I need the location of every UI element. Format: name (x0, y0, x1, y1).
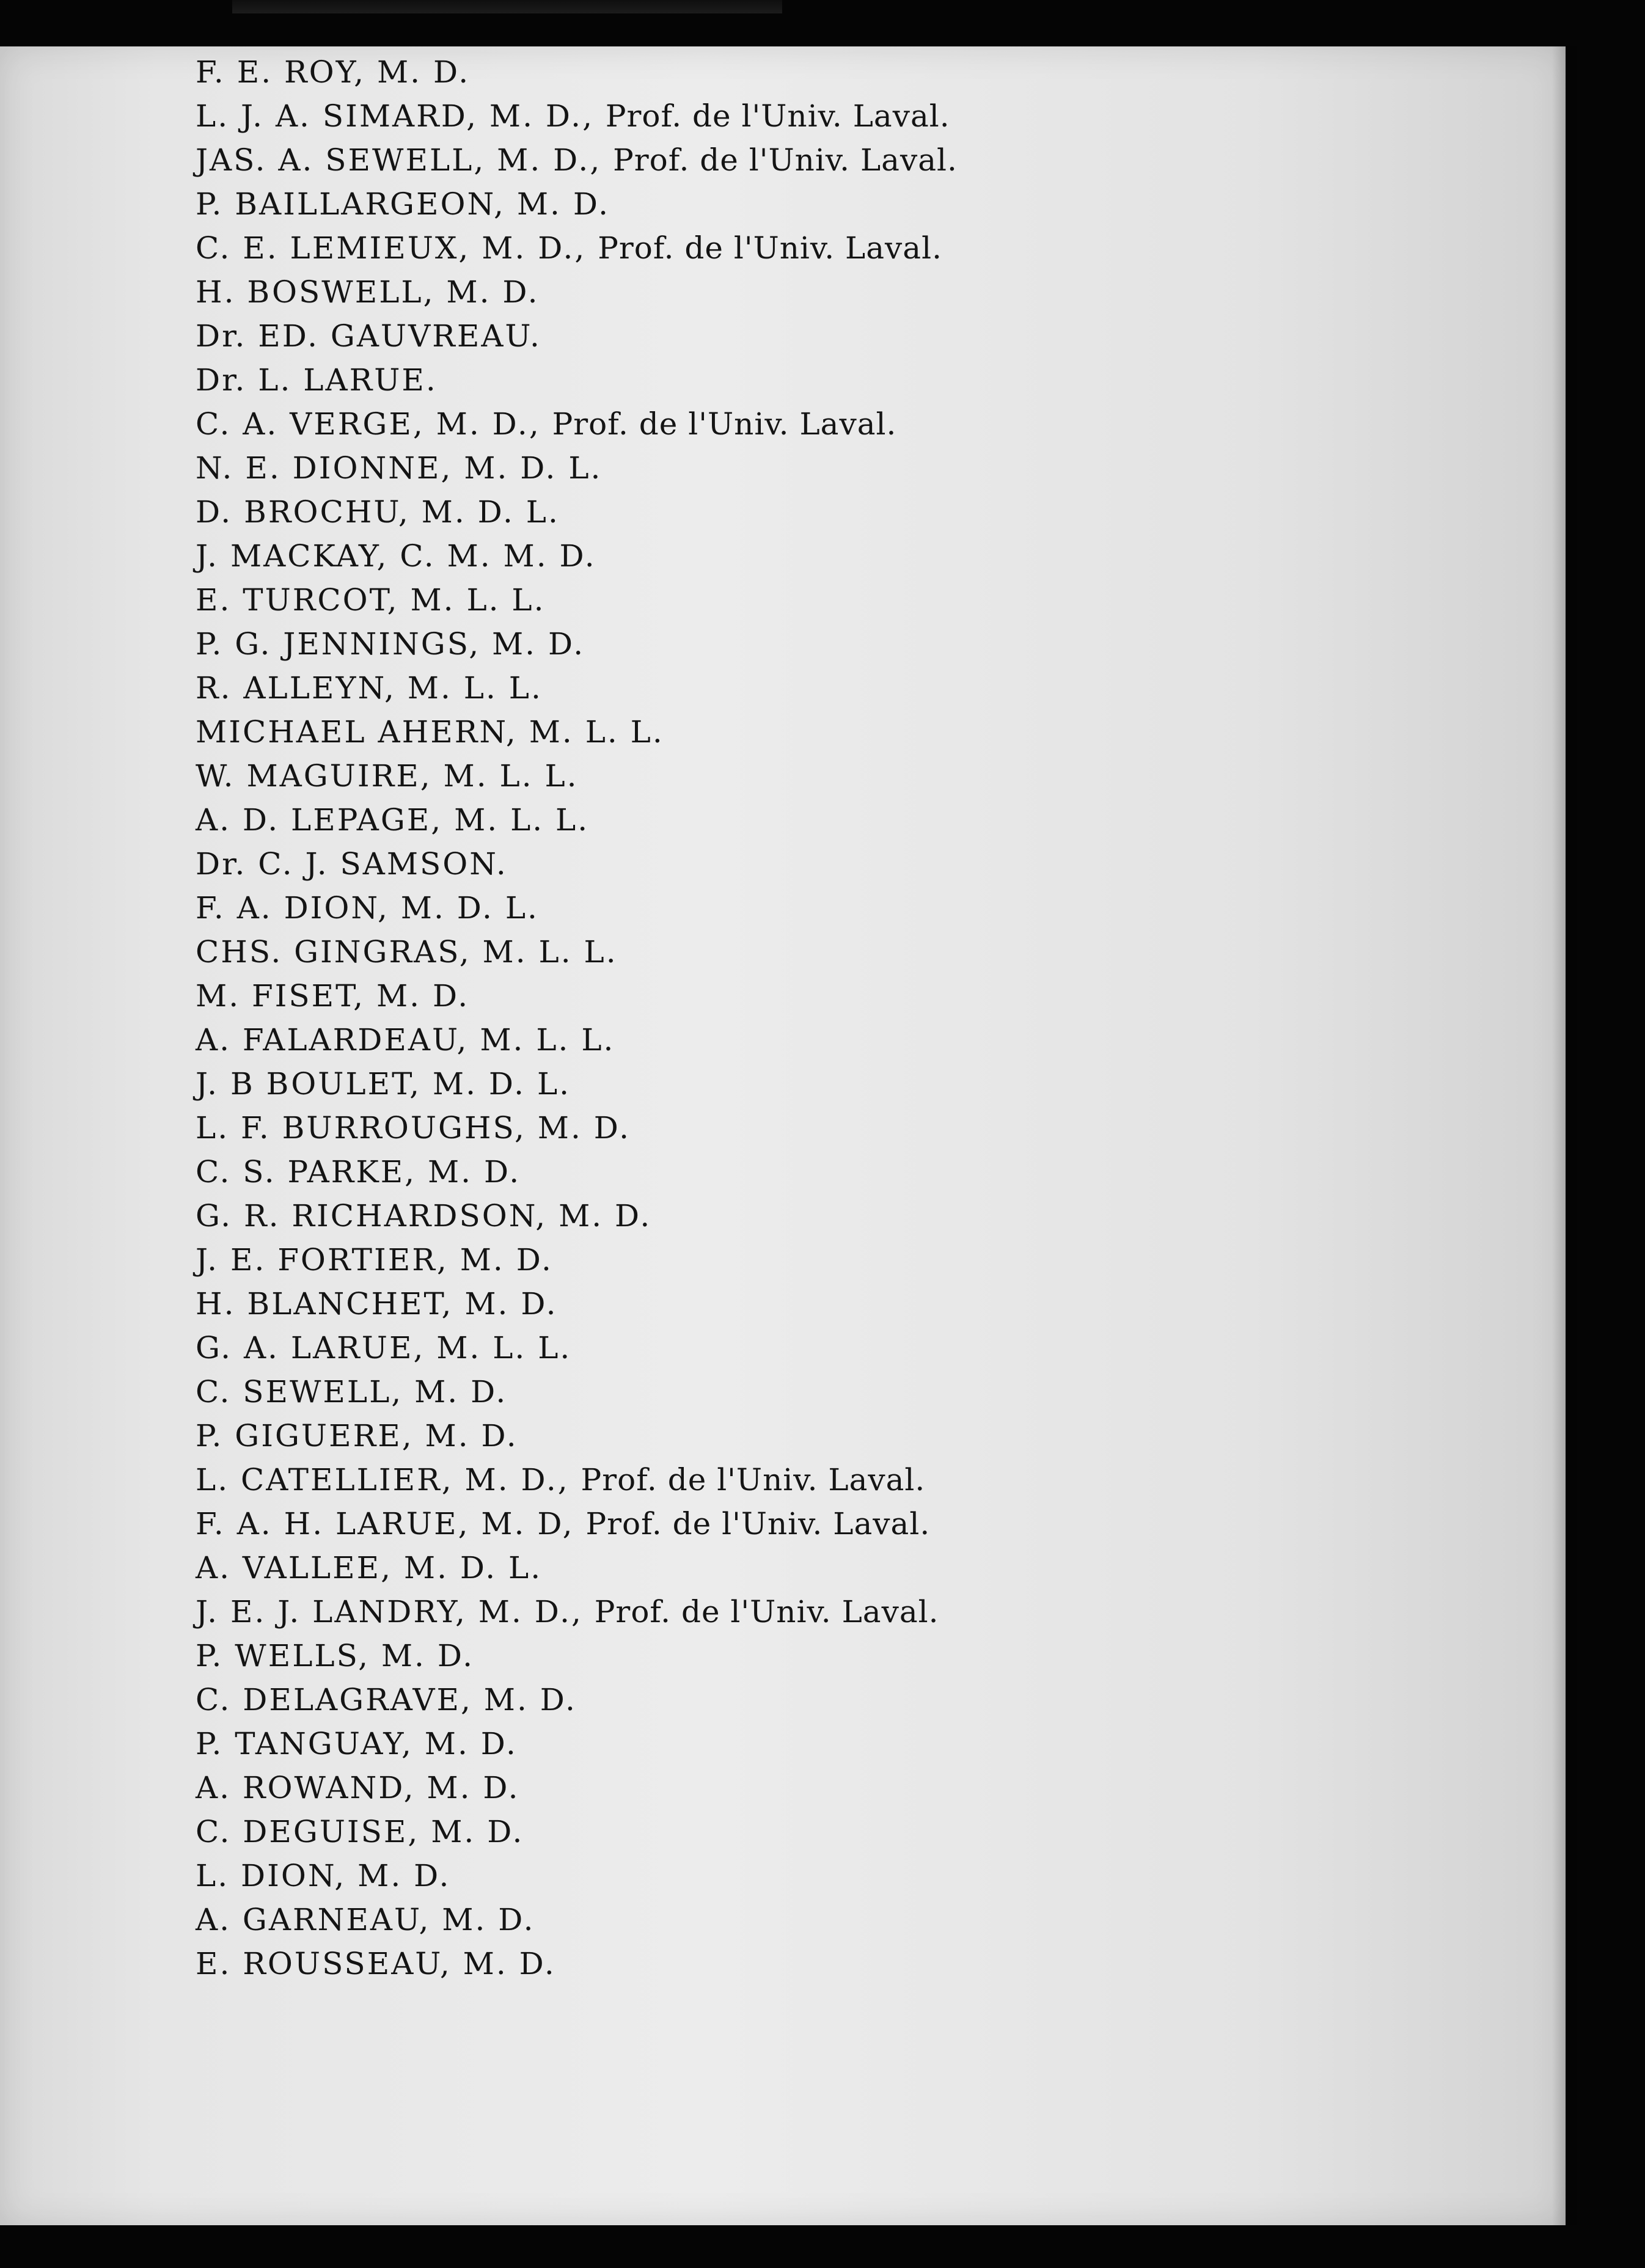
list-item (196, 490, 958, 534)
list-item (196, 534, 958, 578)
member-name: P. TANGUAY, M. D. (196, 1726, 518, 1761)
member-name: L. J. A. SIMARD, M. D., (196, 98, 594, 134)
member-affiliation: Prof. de l'Univ. Laval. (581, 1462, 926, 1498)
list-item (196, 1370, 958, 1414)
member-name: A. FALARDEAU, M. L. L. (196, 1022, 615, 1058)
list-item (196, 930, 958, 974)
list-item (196, 974, 958, 1018)
member-name: L. CATELLIER, M. D., (196, 1462, 570, 1498)
member-name: J. E. FORTIER, M. D. (196, 1242, 553, 1278)
member-name: L. DION, M. D. (196, 1858, 451, 1893)
member-name: C. DEGUISE, M. D. (196, 1814, 524, 1849)
member-name: J. E. J. LANDRY, M. D., (196, 1594, 583, 1630)
list-item (196, 798, 958, 842)
member-name: J. MACKAY, C. M. M. D. (196, 538, 596, 574)
page-edge-shadow (1552, 46, 1577, 2225)
member-name: JAS. A. SEWELL, M. D., (196, 142, 602, 178)
member-name: A. GARNEAU, M. D. (196, 1902, 535, 1937)
list-item (196, 1062, 958, 1106)
member-name: D. BROCHU, M. D. L. (196, 494, 560, 530)
member-name: A. VALLEE, M. D. L. (196, 1550, 543, 1586)
list-item (196, 182, 958, 226)
list-item (196, 314, 958, 358)
list-item (196, 622, 958, 666)
list-item (196, 1678, 958, 1722)
member-affiliation: Prof. de l'Univ. Laval. (598, 230, 942, 266)
list-item (196, 1414, 958, 1458)
list-item (196, 1766, 958, 1810)
member-name: R. ALLEYN, M. L. L. (196, 670, 543, 706)
list-item (196, 94, 958, 138)
list-item (196, 1326, 958, 1370)
member-affiliation: Prof. de l'Univ. Laval. (594, 1594, 939, 1630)
member-name: E. ROUSSEAU, M. D. (196, 1946, 556, 1981)
list-item (196, 1898, 958, 1942)
list-item (196, 1590, 958, 1634)
member-list (196, 50, 958, 1986)
list-item (196, 1238, 958, 1282)
member-name: Dr. C. J. SAMSON. (196, 846, 508, 882)
list-item (196, 138, 958, 182)
member-name: CHS. GINGRAS, M. L. L. (196, 934, 618, 970)
list-item (196, 1194, 958, 1238)
list-item (196, 578, 958, 622)
member-name: C. DELAGRAVE, M. D. (196, 1682, 577, 1717)
list-item (196, 1018, 958, 1062)
member-name: C. A. VERGE, M. D., (196, 406, 541, 442)
member-affiliation: Prof. de l'Univ. Laval. (552, 406, 897, 442)
list-item (196, 1546, 958, 1590)
member-name: H. BOSWELL, M. D. (196, 274, 540, 310)
list-item (196, 1106, 958, 1150)
list-item (196, 1458, 958, 1502)
list-item (196, 754, 958, 798)
list-item (196, 1282, 958, 1326)
member-name: H. BLANCHET, M. D. (196, 1286, 558, 1322)
list-item (196, 1722, 958, 1766)
member-affiliation: Prof. de l'Univ. Laval. (585, 1506, 931, 1542)
list-item (196, 710, 958, 754)
list-item (196, 666, 958, 710)
list-item (196, 402, 958, 446)
member-name: P. BAILLARGEON, M. D. (196, 186, 610, 222)
list-item (196, 842, 958, 886)
member-name: A. D. LEPAGE, M. L. L. (196, 802, 590, 838)
list-item (196, 1502, 958, 1546)
member-name: C. S. PARKE, M. D. (196, 1154, 521, 1190)
member-affiliation: Prof. de l'Univ. Laval. (605, 98, 950, 134)
member-name: C. SEWELL, M. D. (196, 1374, 508, 1410)
member-name: F. E. ROY, M. D. (196, 54, 471, 90)
cropped-top-text (232, 0, 782, 13)
list-item (196, 1810, 958, 1854)
member-name: P. G. JENNINGS, M. D. (196, 626, 585, 662)
member-name: Dr. L. LARUE. (196, 362, 438, 398)
list-item (196, 886, 958, 930)
member-name: P. GIGUERE, M. D. (196, 1418, 518, 1454)
member-name: MICHAEL AHERN, M. L. L. (196, 714, 664, 750)
member-name: J. B BOULET, M. D. L. (196, 1066, 571, 1102)
member-name: L. F. BURROUGHS, M. D. (196, 1110, 631, 1146)
member-name: P. WELLS, M. D. (196, 1638, 475, 1674)
member-name: G. R. RICHARDSON, M. D. (196, 1198, 652, 1234)
member-name: G. A. LARUE, M. L. L. (196, 1330, 572, 1366)
member-name: W. MAGUIRE, M. L. L. (196, 758, 579, 794)
list-item (196, 50, 958, 94)
member-name: A. ROWAND, M. D. (196, 1770, 520, 1805)
member-name: F. A. H. LARUE, M. D, (196, 1506, 574, 1542)
member-affiliation: Prof. de l'Univ. Laval. (613, 142, 958, 178)
list-item (196, 446, 958, 490)
member-name: E. TURCOT, M. L. L. (196, 582, 546, 618)
list-item (196, 1634, 958, 1678)
list-item (196, 358, 958, 402)
list-item (196, 1942, 958, 1986)
list-item (196, 1854, 958, 1898)
member-name: C. E. LEMIEUX, M. D., (196, 230, 587, 266)
list-item (196, 226, 958, 270)
list-item (196, 1150, 958, 1194)
member-name: M. FISET, M. D. (196, 978, 470, 1014)
member-name: N. E. DIONNE, M. D. L. (196, 450, 603, 486)
list-item (196, 270, 958, 314)
member-name: F. A. DION, M. D. L. (196, 890, 539, 926)
member-name: Dr. ED. GAUVREAU. (196, 318, 541, 354)
